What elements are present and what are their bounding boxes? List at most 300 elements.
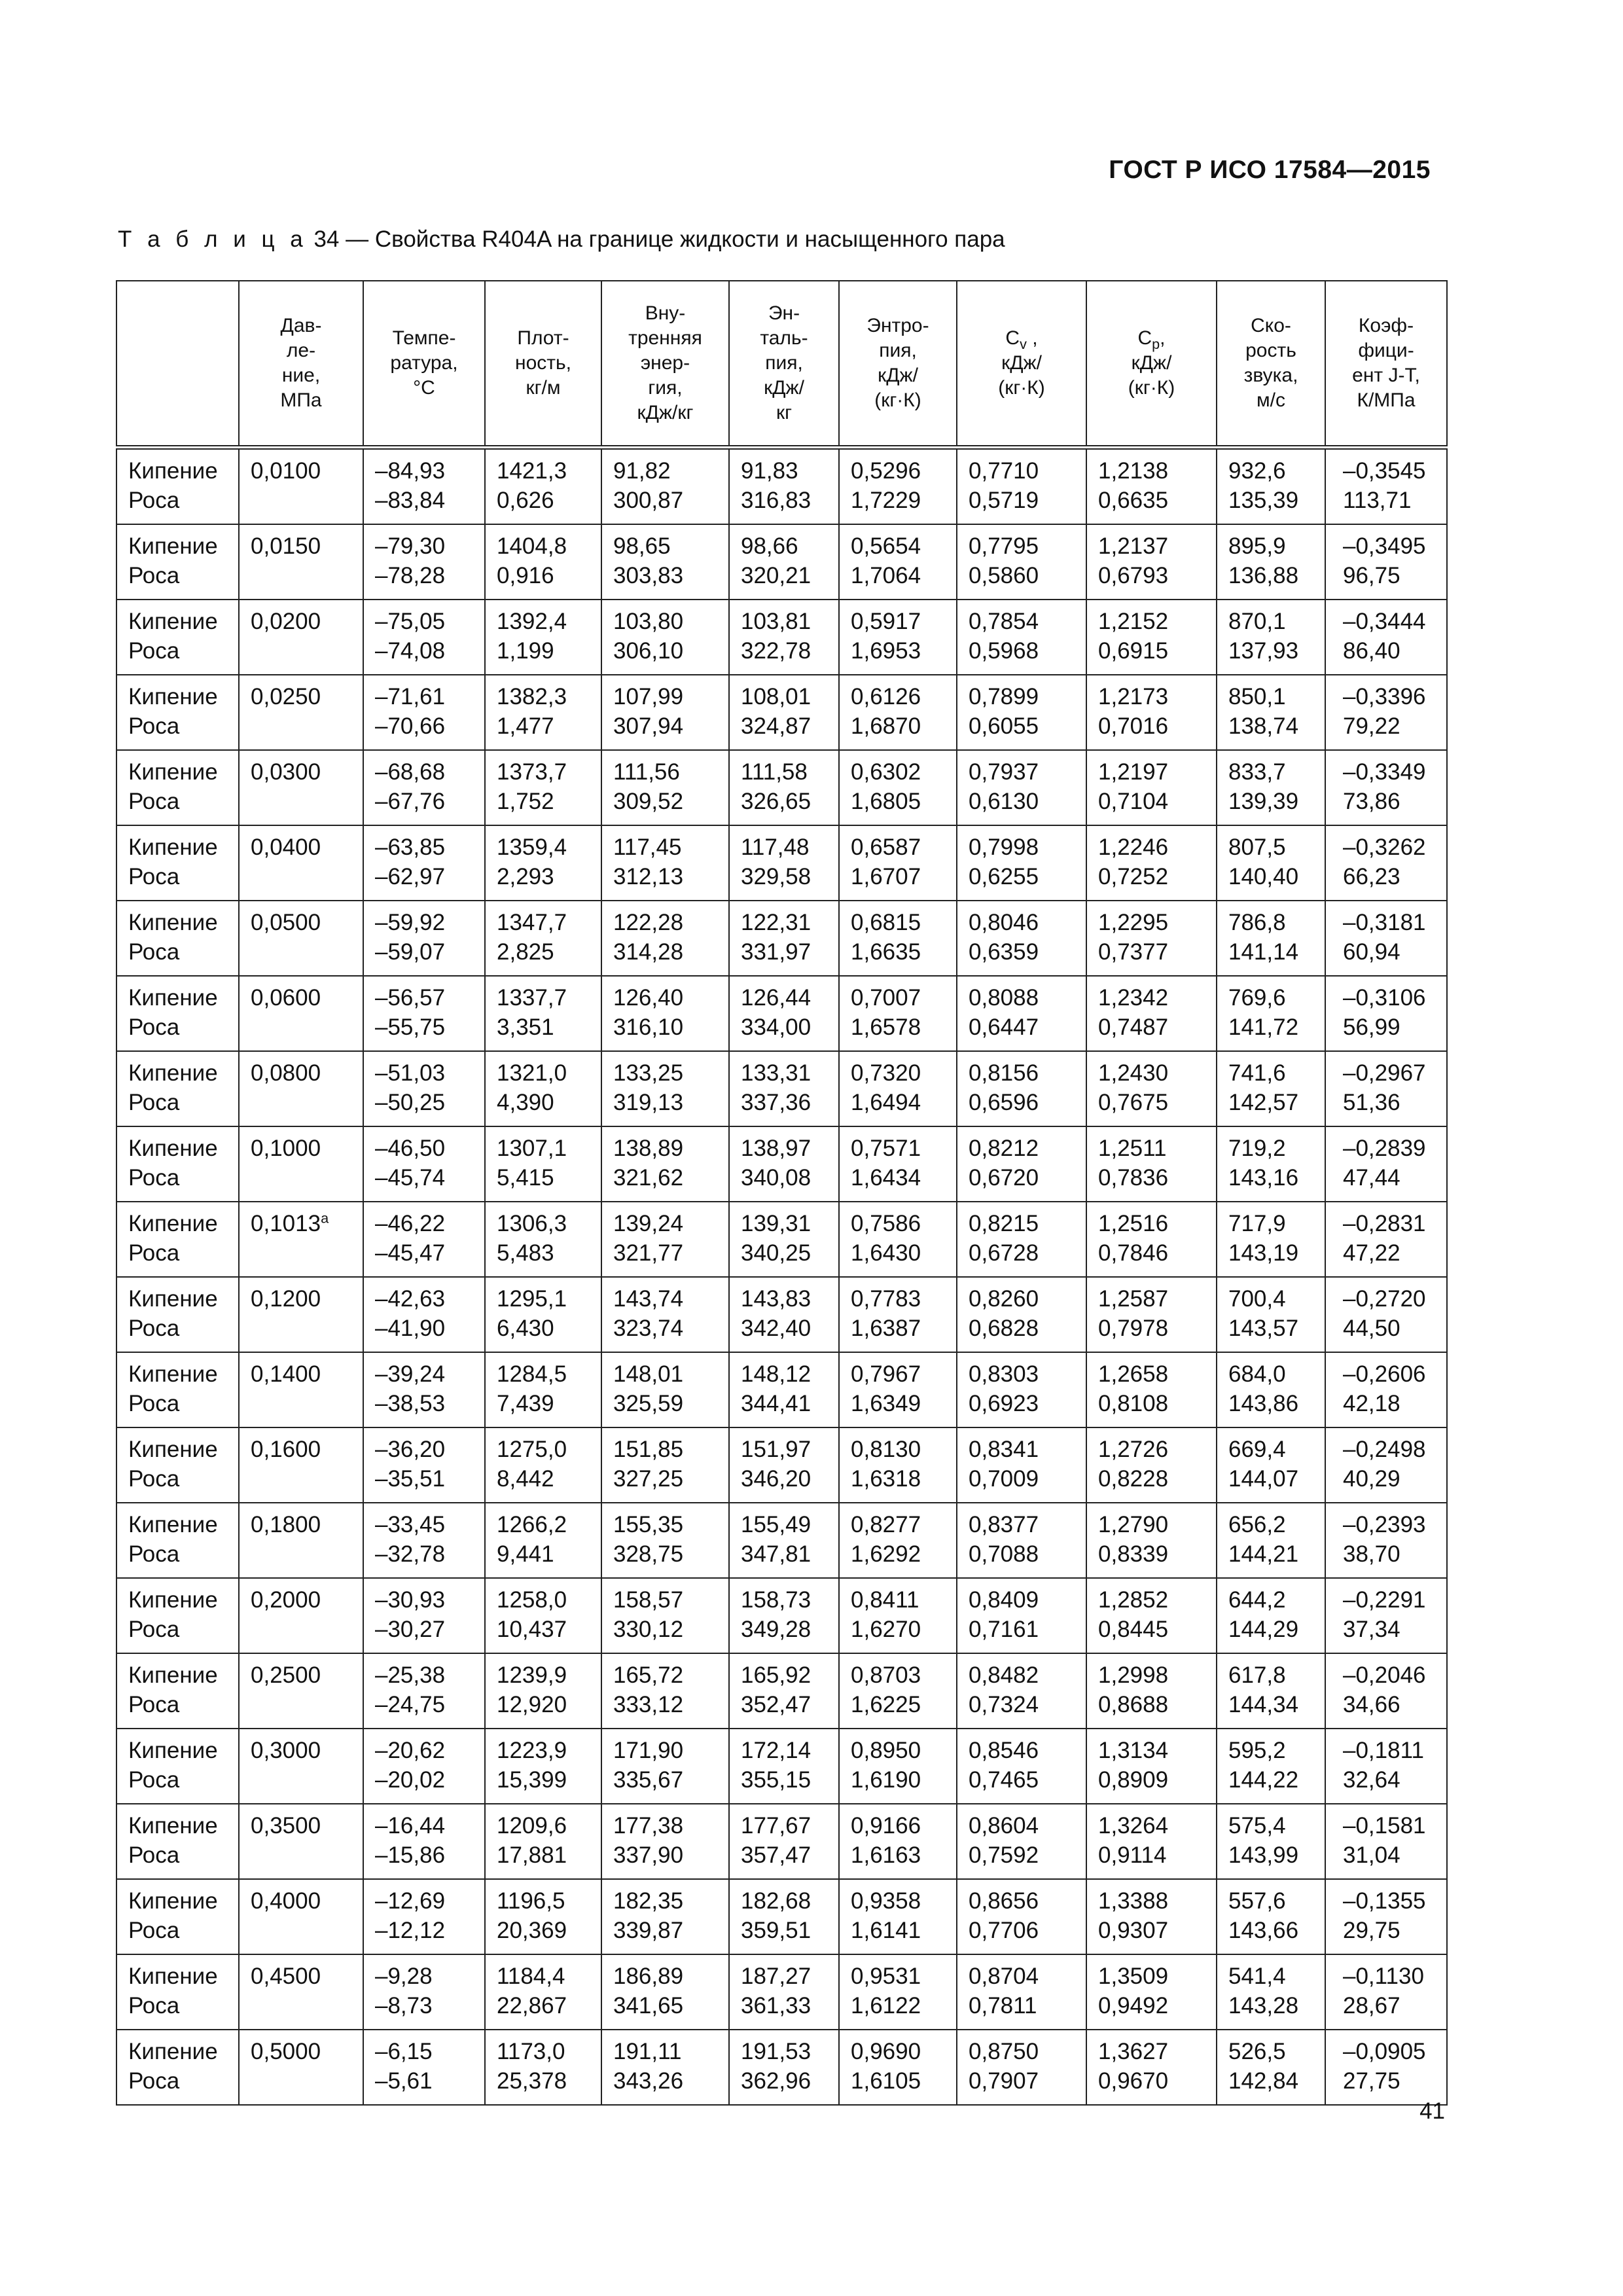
boiling-value: Кипение [128, 533, 218, 559]
density-cell [485, 524, 601, 600]
boiling-value: 138,97 [741, 1136, 812, 1161]
boiling-value: 1421,3 [497, 458, 567, 484]
dew-value: 0,7487 [1098, 1014, 1169, 1040]
dew-value: Роса [128, 939, 180, 965]
enthalpy-cell [729, 1954, 839, 2030]
state-cell [116, 1427, 239, 1503]
cv-cell [957, 600, 1086, 675]
boiling-value: 1209,6 [497, 1813, 567, 1839]
temperature-cell [363, 1277, 485, 1352]
table-row [116, 1126, 1447, 1202]
pressure-number: 0,4500 [251, 1964, 321, 1989]
dew-value: Роса [128, 1316, 180, 1341]
temperature-cell [363, 1729, 485, 1804]
boiling-value: –0,1355 [1343, 1888, 1426, 1914]
entropy-cell [839, 524, 957, 600]
boiling-value: 1,3134 [1098, 1738, 1169, 1763]
column-header-line: Темпе- [392, 327, 456, 349]
boiling-value: 1266,2 [497, 1512, 567, 1537]
dew-value: –41,90 [375, 1316, 446, 1341]
pressure-value [251, 607, 357, 636]
column-header-line: кДж/ [1131, 352, 1172, 374]
column-header-symbol-line [1090, 326, 1213, 351]
boiling-value: 0,7710 [969, 458, 1039, 484]
entropy-cell [839, 1879, 957, 1954]
density-cell [485, 750, 601, 825]
internal-energy-cell [601, 675, 729, 750]
boiling-value: –9,28 [375, 1964, 433, 1989]
dew-value: 349,28 [741, 1617, 812, 1642]
boiling-value: 526,5 [1228, 2039, 1286, 2064]
boiling-value: 165,72 [613, 1662, 684, 1688]
document-standard-header: ГОСТ Р ИСО 17584—2015 [1109, 156, 1431, 184]
boiling-value: Кипение [128, 759, 218, 785]
boiling-value: 0,9690 [851, 2039, 921, 2064]
jt-coefficient-cell [1325, 1653, 1447, 1729]
boiling-value: 1184,4 [497, 1964, 565, 1989]
entropy-cell [839, 1954, 957, 2030]
dew-value: 0,8228 [1098, 1466, 1169, 1492]
boiling-value: 171,90 [613, 1738, 684, 1763]
table-row [116, 2030, 1447, 2105]
boiling-value: 0,7007 [851, 985, 921, 1011]
temperature-cell [363, 825, 485, 901]
cp-cell [1086, 675, 1217, 750]
entropy-cell [839, 825, 957, 901]
temperature-cell [363, 750, 485, 825]
boiling-value: 91,83 [741, 458, 798, 484]
sound-speed-cell [1217, 448, 1325, 525]
sound-speed-cell [1217, 1051, 1325, 1126]
column-header-line: МПа [280, 389, 322, 411]
state-cell [116, 825, 239, 901]
pressure-value [251, 531, 357, 561]
pressure-number: 0,0300 [251, 759, 321, 785]
internal-energy-cell [601, 976, 729, 1051]
dew-value: 1,6163 [851, 1842, 921, 1868]
boiling-value: –56,57 [375, 985, 446, 1011]
table-row [116, 1352, 1447, 1427]
dew-value: 0,7907 [969, 2068, 1039, 2094]
internal-energy-cell [601, 1503, 729, 1578]
enthalpy-cell [729, 750, 839, 825]
cp-cell [1086, 1277, 1217, 1352]
pressure-value [251, 908, 357, 937]
dew-value: 1,6494 [851, 1090, 921, 1115]
state-cell [116, 1277, 239, 1352]
column-header-cv [957, 281, 1086, 448]
cv-cell [957, 1804, 1086, 1879]
boiling-value: –42,63 [375, 1286, 446, 1312]
density-cell [485, 1954, 601, 2030]
enthalpy-cell [729, 524, 839, 600]
dew-value: 1,6141 [851, 1918, 921, 1943]
cv-cell [957, 1202, 1086, 1277]
pressure-cell [239, 750, 363, 825]
internal-energy-cell [601, 1578, 729, 1653]
sound-speed-cell [1217, 1578, 1325, 1653]
sound-speed-cell [1217, 901, 1325, 976]
enthalpy-cell [729, 1653, 839, 1729]
pressure-value [251, 1284, 357, 1314]
dew-value: 0,7377 [1098, 939, 1169, 965]
pressure-cell [239, 675, 363, 750]
entropy-cell [839, 1503, 957, 1578]
boiling-value: –71,61 [375, 684, 446, 709]
boiling-value: 0,8046 [969, 910, 1039, 935]
dew-value: 1,6387 [851, 1316, 921, 1341]
boiling-value: 1,2197 [1098, 759, 1169, 785]
dew-value: 0,7324 [969, 1692, 1039, 1717]
cp-cell [1086, 1051, 1217, 1126]
dew-value: 25,378 [497, 2068, 567, 2094]
internal-energy-cell [601, 1653, 729, 1729]
dew-value: 143,66 [1228, 1918, 1299, 1943]
boiling-value: 0,6815 [851, 910, 921, 935]
dew-value: 0,9307 [1098, 1918, 1169, 1943]
temperature-cell [363, 600, 485, 675]
dew-value: 135,39 [1228, 488, 1299, 513]
boiling-value: 1,2173 [1098, 684, 1169, 709]
pressure-number: 0,1600 [251, 1437, 321, 1462]
boiling-value: 0,8377 [969, 1512, 1039, 1537]
boiling-value: 158,73 [741, 1587, 812, 1613]
boiling-value: 0,8215 [969, 1211, 1039, 1236]
cv-cell [957, 1653, 1086, 1729]
jt-coefficient-cell [1325, 1503, 1447, 1578]
boiling-value: –6,15 [375, 2039, 433, 2064]
enthalpy-cell [729, 1879, 839, 1954]
boiling-value: 111,56 [613, 759, 680, 785]
table-row [116, 448, 1447, 525]
pressure-cell [239, 1879, 363, 1954]
dew-value: –78,28 [375, 563, 446, 588]
dew-value: Роса [128, 1014, 180, 1040]
boiling-value: 126,40 [613, 985, 684, 1011]
sound-speed-cell [1217, 2030, 1325, 2105]
boiling-value: 98,65 [613, 533, 671, 559]
dew-value: 0,6055 [969, 713, 1039, 739]
dew-value: 0,7104 [1098, 789, 1169, 814]
boiling-value: Кипение [128, 1361, 218, 1387]
jt-coefficient-cell [1325, 1277, 1447, 1352]
pressure-cell [239, 1804, 363, 1879]
boiling-value: 1,2998 [1098, 1662, 1169, 1688]
boiling-value: Кипение [128, 684, 218, 709]
state-cell [116, 1051, 239, 1126]
dew-value: 0,6130 [969, 789, 1039, 814]
column-header-line: м/с [1257, 389, 1285, 411]
boiling-value: 1347,7 [497, 910, 567, 935]
boiling-value: –0,2606 [1343, 1361, 1426, 1387]
pressure-cell [239, 1729, 363, 1804]
dew-value: 0,9492 [1098, 1993, 1169, 2018]
pressure-number: 0,2000 [251, 1587, 321, 1613]
dew-value: 329,58 [741, 864, 812, 889]
boiling-value: Кипение [128, 1060, 218, 1086]
dew-value: 344,41 [741, 1391, 812, 1416]
boiling-value: Кипение [128, 1512, 218, 1537]
boiling-value: 0,8130 [851, 1437, 921, 1462]
dew-value: 0,8909 [1098, 1767, 1169, 1793]
dew-value: 0,626 [497, 488, 554, 513]
column-header-line: кДж/кг [637, 402, 694, 423]
dew-value: 79,22 [1343, 713, 1400, 739]
boiling-value: –0,1811 [1343, 1738, 1424, 1763]
boiling-value: 0,8260 [969, 1286, 1039, 1312]
pressure-value [251, 1359, 357, 1389]
dew-value: 0,7846 [1098, 1240, 1169, 1266]
boiling-value: 0,8303 [969, 1361, 1039, 1387]
jt-coefficient-cell [1325, 1879, 1447, 1954]
state-cell [116, 2030, 239, 2105]
internal-energy-cell [601, 825, 729, 901]
boiling-value: 0,8341 [969, 1437, 1039, 1462]
dew-value: Роса [128, 1466, 180, 1492]
dew-value: 0,6915 [1098, 638, 1169, 664]
dew-value: Роса [128, 1090, 180, 1115]
cp-cell [1086, 825, 1217, 901]
dew-value: –55,75 [375, 1014, 446, 1040]
temperature-cell [363, 901, 485, 976]
dew-value: 144,21 [1228, 1541, 1299, 1567]
dew-value: –8,73 [375, 1993, 433, 2018]
dew-value: –74,08 [375, 638, 446, 664]
density-cell [485, 675, 601, 750]
dew-value: Роса [128, 713, 180, 739]
dew-value: 47,44 [1343, 1165, 1400, 1191]
column-header-cp [1086, 281, 1217, 448]
temperature-cell [363, 675, 485, 750]
dew-value: 326,65 [741, 789, 812, 814]
boiling-value: –0,2046 [1343, 1662, 1426, 1688]
boiling-value: 1382,3 [497, 684, 567, 709]
boiling-value: 98,66 [741, 533, 798, 559]
dew-value: 1,6635 [851, 939, 921, 965]
column-header-line: фици- [1358, 340, 1414, 361]
boiling-value: –12,69 [375, 1888, 446, 1914]
internal-energy-cell [601, 1804, 729, 1879]
boiling-value: 126,44 [741, 985, 812, 1011]
boiling-value: –51,03 [375, 1060, 446, 1086]
cp-cell [1086, 901, 1217, 976]
column-header-density [485, 281, 601, 448]
dew-value: 1,199 [497, 638, 554, 664]
boiling-value: –0,2967 [1343, 1060, 1426, 1086]
dew-value: 1,6870 [851, 713, 921, 739]
internal-energy-cell [601, 1126, 729, 1202]
dew-value: Роса [128, 1617, 180, 1642]
dew-value: 37,34 [1343, 1617, 1400, 1642]
boiling-value: 1,2790 [1098, 1512, 1169, 1537]
column-header-line: Эн- [768, 302, 800, 324]
column-header-line: кДж/ [764, 377, 804, 399]
cp-cell [1086, 1427, 1217, 1503]
boiling-value: 1275,0 [497, 1437, 567, 1462]
dew-value: –62,97 [375, 864, 446, 889]
pressure-value [251, 682, 357, 711]
dew-value: 7,439 [497, 1391, 554, 1416]
boiling-value: –0,3495 [1343, 533, 1426, 559]
dew-value: 2,825 [497, 939, 554, 965]
dew-value: 331,97 [741, 939, 812, 965]
dew-value: 309,52 [613, 789, 684, 814]
boiling-value: 0,9358 [851, 1888, 921, 1914]
boiling-value: –0,2839 [1343, 1136, 1426, 1161]
dew-value: Роса [128, 563, 180, 588]
dew-value: 1,7064 [851, 563, 921, 588]
boiling-value: 0,8704 [969, 1964, 1039, 1989]
temperature-cell [363, 524, 485, 600]
boiling-value: 122,28 [613, 910, 684, 935]
boiling-value: 1,2658 [1098, 1361, 1169, 1387]
column-header-line: Дав- [280, 315, 322, 336]
internal-energy-cell [601, 1879, 729, 1954]
pressure-number: 0,5000 [251, 2039, 321, 2064]
boiling-value: Кипение [128, 458, 218, 484]
cp-cell [1086, 600, 1217, 675]
cv-cell [957, 1729, 1086, 1804]
boiling-value: –33,45 [375, 1512, 446, 1537]
internal-energy-cell [601, 901, 729, 976]
density-cell [485, 1202, 601, 1277]
boiling-value: –0,0905 [1343, 2039, 1426, 2064]
dew-value: 320,21 [741, 563, 812, 588]
sound-speed-cell [1217, 1427, 1325, 1503]
column-header-line: (кг·К) [998, 377, 1045, 399]
dew-value: 142,84 [1228, 2068, 1299, 2094]
column-header-line: таль- [760, 327, 808, 349]
boiling-value: –46,50 [375, 1136, 446, 1161]
cp-cell [1086, 1578, 1217, 1653]
pressure-number: 0,0400 [251, 834, 321, 860]
table-row [116, 901, 1447, 976]
cv-cell [957, 524, 1086, 600]
cp-cell [1086, 1202, 1217, 1277]
boiling-value: 575,4 [1228, 1813, 1286, 1839]
boiling-value: 807,5 [1228, 834, 1286, 860]
pressure-number: 0,1013 [251, 1211, 321, 1236]
boiling-value: 155,49 [741, 1512, 812, 1537]
entropy-cell [839, 1051, 957, 1126]
table-row [116, 1804, 1447, 1879]
boiling-value: –0,2831 [1343, 1211, 1426, 1236]
boiling-value: 1,2511 [1098, 1136, 1167, 1161]
boiling-value: 139,24 [613, 1211, 684, 1236]
jt-coefficient-cell [1325, 524, 1447, 600]
boiling-value: 1306,3 [497, 1211, 567, 1236]
column-header-line: Вну- [645, 302, 686, 324]
enthalpy-cell [729, 825, 839, 901]
entropy-cell [839, 2030, 957, 2105]
internal-energy-cell [601, 448, 729, 525]
sound-speed-cell [1217, 600, 1325, 675]
jt-coefficient-cell [1325, 825, 1447, 901]
boiling-value: –36,20 [375, 1437, 446, 1462]
dew-value: 0,7675 [1098, 1090, 1169, 1115]
density-cell [485, 448, 601, 525]
dew-value: 300,87 [613, 488, 684, 513]
column-header-line: ент J-T, [1352, 365, 1420, 386]
dew-value: 328,75 [613, 1541, 684, 1567]
dew-value: Роса [128, 1692, 180, 1717]
state-cell [116, 750, 239, 825]
dew-value: 140,40 [1228, 864, 1299, 889]
boiling-value: Кипение [128, 834, 218, 860]
dew-value: 1,6707 [851, 864, 921, 889]
dew-value: 2,293 [497, 864, 554, 889]
dew-value: 0,6447 [969, 1014, 1039, 1040]
boiling-value: 1359,4 [497, 834, 567, 860]
temperature-cell [363, 1126, 485, 1202]
boiling-value: 165,92 [741, 1662, 812, 1688]
dew-value: 9,441 [497, 1541, 554, 1567]
dew-value: Роса [128, 1842, 180, 1868]
dew-value: Роса [128, 1918, 180, 1943]
dew-value: 303,83 [613, 563, 684, 588]
pressure-value [251, 456, 357, 486]
dew-value: 322,78 [741, 638, 812, 664]
sound-speed-cell [1217, 1653, 1325, 1729]
boiling-value: 741,6 [1228, 1060, 1286, 1086]
column-header-line: К/МПа [1357, 389, 1416, 411]
boiling-value: 0,9166 [851, 1813, 921, 1839]
internal-energy-cell [601, 600, 729, 675]
dew-value: 1,6434 [851, 1165, 921, 1191]
cv-cell [957, 1427, 1086, 1503]
boiling-value: 91,82 [613, 458, 671, 484]
table-row [116, 1427, 1447, 1503]
boiling-value: 0,7899 [969, 684, 1039, 709]
dew-value: –45,74 [375, 1165, 446, 1191]
dew-value: 0,6596 [969, 1090, 1039, 1115]
dew-value: 27,75 [1343, 2068, 1400, 2094]
dew-value: 143,16 [1228, 1165, 1299, 1191]
boiling-value: –0,2498 [1343, 1437, 1426, 1462]
column-header-line: (кг·К) [1128, 377, 1175, 399]
density-cell [485, 1879, 601, 1954]
dew-value: 324,87 [741, 713, 812, 739]
enthalpy-cell [729, 1729, 839, 1804]
density-cell [485, 1729, 601, 1804]
boiling-value: Кипение [128, 910, 218, 935]
dew-value: –59,07 [375, 939, 446, 965]
dew-value: 141,72 [1228, 1014, 1299, 1040]
boiling-value: 0,5654 [851, 533, 921, 559]
dew-value: 139,39 [1228, 789, 1299, 814]
density-cell [485, 600, 601, 675]
internal-energy-cell [601, 1277, 729, 1352]
jt-coefficient-cell [1325, 1804, 1447, 1879]
dew-value: –32,78 [375, 1541, 446, 1567]
dew-value: 17,881 [497, 1842, 567, 1868]
boiling-value: 133,31 [741, 1060, 812, 1086]
pressure-value [251, 757, 357, 787]
jt-coefficient-cell [1325, 901, 1447, 976]
boiling-value: 717,9 [1228, 1211, 1286, 1236]
boiling-value: 0,5917 [851, 609, 921, 634]
boiling-value: 0,8750 [969, 2039, 1039, 2064]
state-cell [116, 448, 239, 525]
dew-value: 143,28 [1228, 1993, 1299, 2018]
jt-coefficient-cell [1325, 600, 1447, 675]
dew-value: 1,6349 [851, 1391, 921, 1416]
boiling-value: 1,2138 [1098, 458, 1169, 484]
sound-speed-cell [1217, 976, 1325, 1051]
cv-cell [957, 1352, 1086, 1427]
dew-value: –12,12 [375, 1918, 446, 1943]
table-row [116, 976, 1447, 1051]
